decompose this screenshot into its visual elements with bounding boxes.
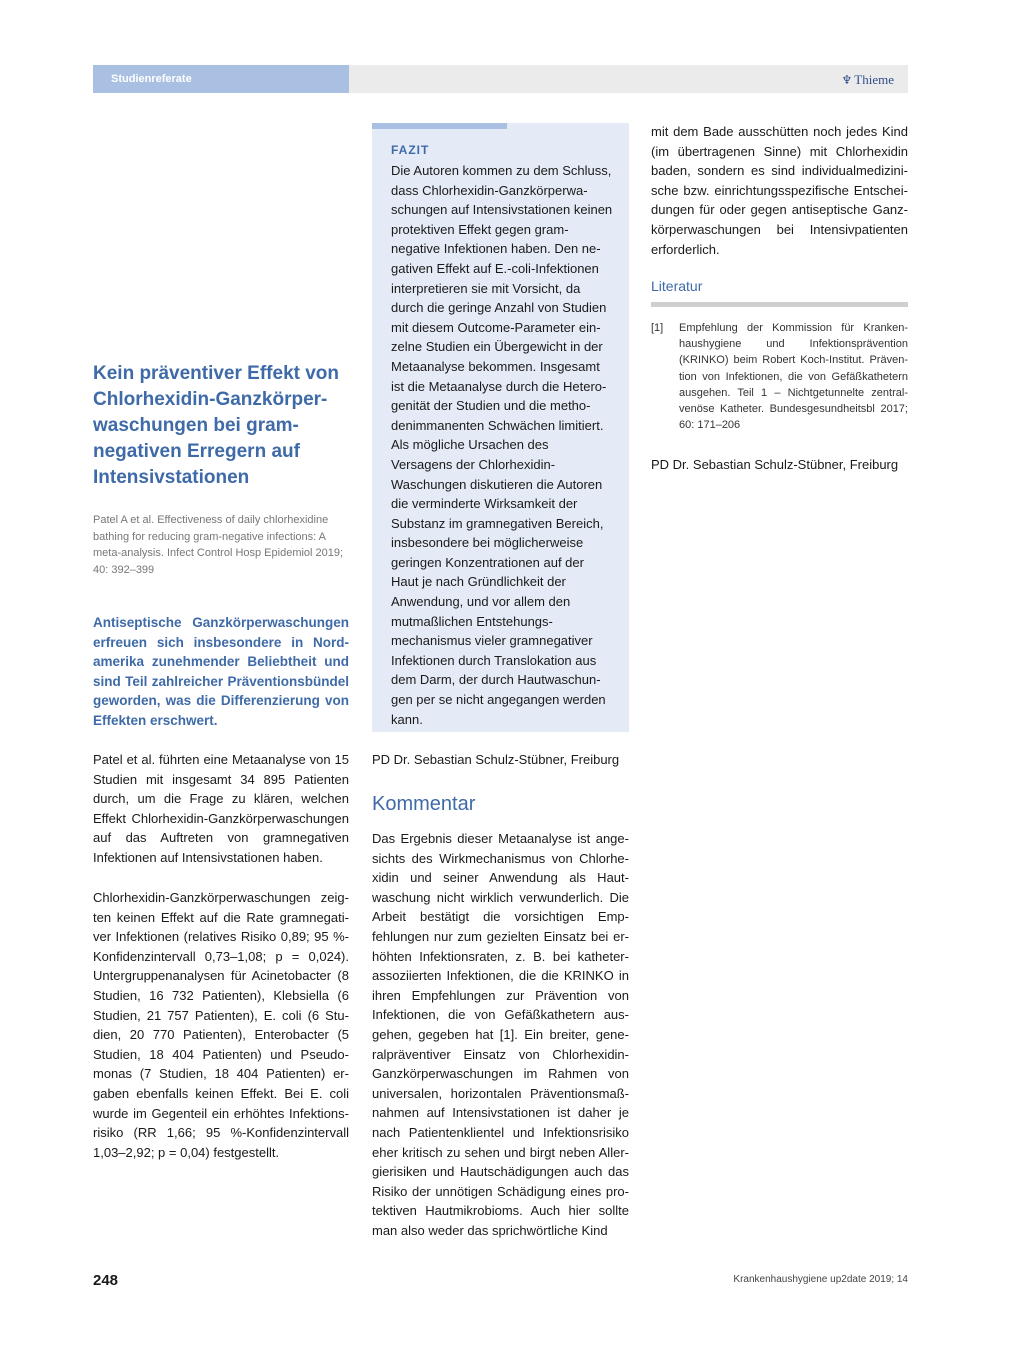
reference-number: [1] — [651, 322, 664, 334]
thieme-logo-icon: ♆ — [841, 73, 853, 87]
article-citation: Patel A et al. Effectiveness of daily chlorhexidine bathing for reducing gram-negative infections: A meta-analysis. Infect Control Hosp Epidemiol 2019; 40: 392–399 — [93, 514, 344, 576]
author-signature-right: PD Dr. Sebastian Schulz-Stübner, Freiburg — [651, 457, 899, 472]
body-paragraph-2: Chlorhexidin-Ganzkörperwaschungen zeigten keinen Effekt auf die Rate gramnegativer Infektionen (relatives Risiko 0,89; 95 %-Konfidenzintervall 0,73–1,08; p = 0,024). Untergruppenanalysen für Acinetobacter (8 Studien, 16 732 Patienten), Klebsiella (6 Studien, 21 757 Patienten), E. coli (6 Studien, 20 770 Patienten), Enterobacter (5 Studien, 18 404 Patienten) und Pseudomonas (7 Studien, 18 404 Patienten) ergaben ebenfalls keinen Effekt. Bei E. coli wurde im Gegenteil ein erhöhtes Infektionsrisiko (RR 1,66; 95 %-Konfidenzintervall 1,03–2,92; p = 0,04) festgestellt. — [93, 890, 349, 1160]
literatur-divider — [651, 302, 908, 307]
fazit-text: Die Autoren kommen zu dem Schluss, dass Chlorhexidin-Ganzkörperwaschungen auf Intensivstationen keinen protektiven Effekt gegen gramnegative Infektionen haben. Den negativen Effekt auf E.-coli-Infektionen interpretieren sie mit Vorsicht, da durch die geringe Anzahl von Studien mit diesem Outcome-Parameter einzelne Studien ein Übergewicht in der Metaanalyse bekommen. Insgesamt ist die Metaanalyse durch die Heterogenität der Studien und die methodenimmanenten Schwächen limitiert. Als mögliche Ursachen des Versagens der Chlorhexidin-Waschungen diskutieren die Autoren die verminderte Wirksamkeit der Substanz im gramnegativen Bereich, insbesondere bei möglicherweise geringen Konzentrationen auf der Haut je nach Gründlichkeit der Anwendung, und vor allem den mutmaßlichen Entstehungsmechanismus vieler gramnegativer Infektionen durch Translokation aus dem Darm, der durch Hautwaschungen per se nicht angegangen werden kann. — [391, 163, 613, 727]
page-number: 248 — [93, 1272, 119, 1289]
literatur-heading: Literatur — [651, 278, 703, 294]
fazit-title: FAZIT — [391, 143, 430, 157]
publisher-logo — [842, 65, 894, 95]
kommentar-continuation: mit dem Bade ausschütten noch jedes Kind (im übertragenen Sinne) mit Chlorhexidin baden, sondern es sind individualmedizinische bzw. einrichtungsspezifische Entscheidungen für oder gegen antiseptische Ganzkörperwaschungen bei Intensivpatienten erforderlich. — [651, 124, 908, 257]
journal-reference: Krankenhaushygiene up2date 2019; 14 — [733, 1274, 908, 1285]
article-lead: Antiseptische Ganzkörperwaschungen erfreuen sich insbesondere in Nordamerika zunehmender Beliebtheit und sind Teil zahlreicher Präventionsbündel geworden, was die Differenzierung von Effekten erschwert. — [93, 615, 349, 728]
fazit-box — [372, 123, 629, 732]
fazit-accent-bar — [372, 123, 507, 129]
publisher-name: Thieme — [854, 72, 894, 87]
section-label: Studienreferate — [111, 73, 192, 85]
author-signature: PD Dr. Sebastian Schulz-Stübner, Freiburg — [372, 752, 620, 767]
section-header — [93, 65, 349, 93]
body-paragraph-1: Patel et al. führten eine Metaanalyse von 15 Studien mit insgesamt 34 895 Patienten durch, um die Frage zu klären, welchen Effekt Chlorhexidin-Ganzkörperwaschungen auf das Auftreten von gramnegativen Infektionen auf Intensivstationen haben. — [93, 752, 349, 865]
article-title: Kein präventiver Effekt von Chlorhexidin-Ganzkörperwaschungen bei gramnegativen Erregern auf Intensivstationen — [93, 363, 340, 488]
header-bar — [349, 65, 908, 93]
reference-text: Empfehlung der Kommission für Krankenhaushygiene und Infektionsprävention (KRINKO) beim Robert Koch-Institut. Prävention von Infektionen, die von Gefäßkathetern ausgehen. Teil 1 – Nichtgetunnelte zentralvenöse Katheter. Bundesgesundheitsbl 2017; 60: 171–206 — [679, 322, 908, 432]
kommentar-text: Das Ergebnis dieser Metaanalyse ist angesichts des Wirkmechanismus von Chlorhexidin und seiner Anwendung als Hautwaschung nicht wirklich verwunderlich. Die Arbeit bestätigt die vorsichtigen Empfehlungen nur zum gezielten Einsatz bei erhöhten Infektionsraten, z. B. bei katheterassoziierten Infektionen, die die KRINKO in ihren Empfehlungen zur Prävention von Infektionen, die von Gefäßkathetern ausgehen, gegeben hat [1]. Ein breiter, generalpräventiver Einsatz von Chlorhexidin-Ganzkörperwaschungen im Rahmen von universalen, horizontalen Präventionsmaßnahmen auf Intensivstationen ist daher je nach Patientenklientel und Infektionsrisiko eher kritisch zu sehen und birgt neben Allergierisiken und Hautschädigungen auch das Risiko der unnötigen Schädigung eines protektiven Hautmikrobioms. Auch hier sollte man also weder das sprichwörtliche Kind — [372, 831, 629, 1238]
kommentar-heading: Kommentar — [372, 793, 476, 815]
